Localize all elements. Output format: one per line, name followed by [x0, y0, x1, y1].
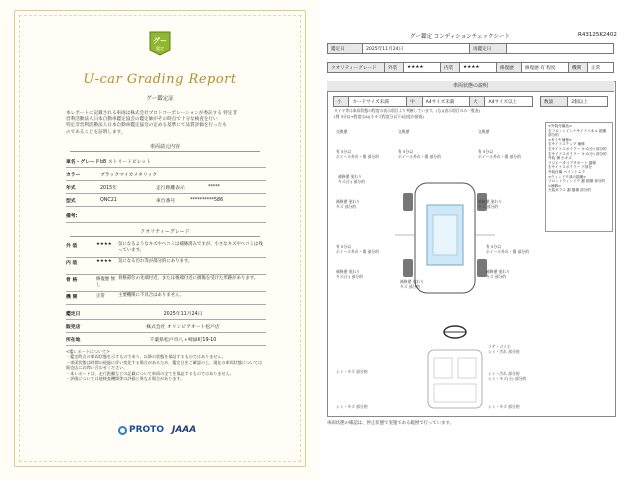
part-label: 補修歴 塗れり キズ 部分的	[336, 199, 360, 209]
size-legend-cell: カードサイズ未満	[349, 97, 407, 107]
interior-diagram	[420, 318, 490, 413]
sheet-title: グー鑑定 コンディションチェックシート	[410, 34, 511, 40]
jaaa-logo: JAAA	[171, 425, 197, 435]
grade-value: 正常	[96, 294, 105, 299]
proto-logo-text: PROTO	[129, 425, 164, 435]
part-label: 交換歴	[478, 129, 490, 134]
grade-description: 主要機関に不具合はありません。	[118, 293, 185, 298]
vehicle-row-value: *****	[208, 185, 220, 190]
size-legend-cell: A4サイズ未満	[422, 97, 469, 107]
appraisal-date-row	[66, 308, 266, 320]
vehicle-row-value: QNC21	[100, 198, 117, 203]
part-label: 有 5分以 ホイール外れ・傷 部分的	[336, 244, 379, 254]
size-legend-cell: 中	[407, 97, 422, 107]
vehicle-row	[66, 208, 266, 223]
vehicle-row-label: 型式	[66, 199, 76, 204]
interior-label: コゲ・ゴミ小 シミ・汚れ 部分的	[488, 344, 520, 354]
date-table	[327, 43, 614, 54]
repair-value: 修復歴 有 程度	[522, 63, 569, 73]
interior-label: シミ・キズ 部分的	[336, 404, 368, 409]
proto-logo	[118, 425, 164, 435]
part-label: 補修歴 塗れり キズ(小) 部分的	[336, 269, 363, 279]
grade-label: 骨 格	[66, 278, 78, 283]
side-note: フロントウィンドウ 割 損傷 部分的	[548, 179, 606, 184]
exterior-label: 外装	[385, 63, 404, 73]
side-notes	[545, 122, 613, 232]
grade-table	[327, 62, 614, 73]
date-value: 2025年11月24日	[163, 312, 203, 317]
certificate-title: グー鑑定証	[146, 96, 174, 102]
part-label: 交換歴	[336, 129, 348, 134]
address-row	[66, 334, 266, 346]
grade-label: 外 装	[66, 244, 78, 249]
recheck-label: 再鑑定日	[470, 44, 507, 54]
vehicle-row-value: ブラックマイカメタリック	[100, 173, 158, 178]
part-label: 補修歴 塗れり キズ 部分的	[478, 199, 502, 209]
part-label: 交換歴	[398, 129, 410, 134]
vehicle-row-value: bB ストリートビレット	[100, 160, 151, 165]
shop-value: 株式会社 オリンピアオート松戸店	[146, 325, 220, 330]
intro-line: のであることを証明します。	[66, 129, 126, 135]
vehicle-section-title: 車両請元内容	[70, 143, 260, 152]
vehicle-row-label: 年式	[66, 186, 76, 191]
side-note: <外装付属品>	[548, 124, 572, 128]
grade-table-label: クオリティーグレード	[328, 63, 385, 73]
side-note: 右サイドスポイラー 下部分	[548, 165, 592, 170]
part-label: 有 5分以 ホイール外れ・傷 部分的	[398, 149, 441, 159]
vehicle-row-value: **********586	[190, 198, 224, 203]
report-notes	[66, 349, 266, 381]
interior-value: ★★★★	[460, 63, 497, 73]
side-note: 右サイドスポイラー キズ(小) 部分的	[548, 146, 607, 151]
intro-line: 本レポートに記載される車両は株式会社プロトコーポレーションが委託する 特定非	[66, 111, 238, 116]
note-item: ・本レポートは、走行距離などの記載について車両の全てを保証するものではありません。	[66, 370, 235, 376]
quality-section-title: クオリティーグレード	[70, 228, 260, 237]
diagram-title: 車両状態の説明	[327, 81, 614, 92]
part-label: 補修歴 塗れり キズ 部分的	[400, 279, 424, 289]
interior-label: 内装	[441, 63, 460, 73]
legend-note: タイヤ等は車両状態の程度の表示項目より判断しています。(な)(表示項目のみ一覧表)	[334, 108, 481, 113]
grade-value: 修復歴 無し	[96, 277, 115, 288]
interior-label: シミ・キズ 部分的	[488, 404, 520, 409]
logos	[118, 425, 228, 435]
vehicle-row-label: カラー	[66, 173, 81, 178]
shop-label: 販売店	[66, 325, 81, 330]
repair-label: 修復歴	[497, 63, 522, 73]
address-label: 所在地	[66, 338, 81, 343]
part-label: 補修歴 塗れり キズ(小) 部分的	[338, 174, 365, 184]
grade-row-exterior	[66, 241, 266, 258]
part-label: 有 5分以 ホイール外れ・傷 部分的	[336, 149, 379, 159]
vehicle-row-label: 車名・グレード	[66, 160, 100, 165]
part-label: 有 5分以 ホイール外れ・傷 部分的	[478, 149, 521, 159]
part-label: 補修歴 塗れり キズ 部分的	[486, 269, 510, 279]
grade-label: 内 装	[66, 261, 78, 266]
svg-text:鑑定: 鑑定	[156, 46, 164, 51]
date-label: 鑑定日	[328, 44, 363, 54]
date-value: 2025年11月24日	[363, 44, 470, 54]
count-legend-cell: 数量	[541, 97, 568, 107]
note-item: ・鑑定時点の車両状態を示すものであり、以降の状態を保証するものではありません。	[66, 354, 226, 360]
side-note: 部分的	[548, 133, 559, 138]
address-value: 千葉県松戸市八ヶ崎緑町19-10	[149, 338, 217, 343]
vehicle-row-label: 備考:	[66, 213, 78, 219]
legend-note: (例 3分以→程度はA)(小キズ程度分以下3品度が最低)	[334, 114, 424, 119]
sheet-footnote: 車両状態の確認は、停止状態で実施である範囲で行っています。	[327, 421, 454, 426]
interior-label: シミ・キズ 部分的	[336, 369, 368, 374]
note-item: ・評価については他検査機関等の評価と異なる場合があります。	[66, 376, 185, 382]
grade-stars: ★★★★	[96, 242, 112, 247]
size-legend-cell: A4サイズ以上	[485, 97, 533, 107]
side-note: ラジエータコアサポート 損傷	[548, 160, 596, 165]
vehicle-row-label: 走行距離表示	[156, 186, 185, 191]
date-label: 鑑定日	[66, 312, 81, 317]
grade-row-interior	[66, 258, 266, 275]
interior-label: シミ・汚れ 部分的 シミ・キズ(小) 部分的	[488, 371, 527, 381]
side-note: 外装 傷 小キズ	[548, 156, 572, 161]
grade-description: 骨格部位の先端付近、または後端付近に損傷を受けた形跡があります。	[118, 276, 259, 281]
grade-description: 気になるようなキズやヘコミは補修済みですが、小さなキズやヘコミは残っています。	[118, 242, 263, 253]
vehicle-row	[66, 156, 266, 168]
grade-description: 気になる汚れ等が部分的にあります。	[118, 259, 193, 264]
count-legend	[540, 96, 608, 107]
grade-stars: ★★★★	[96, 259, 112, 264]
svg-text:グー: グー	[153, 37, 167, 45]
note-item: ・車両状態は時間の経過に伴い変化する場合があるため、鑑定日をご確認の上、現在の車両状態については販売店にお問い合わせください。	[66, 359, 263, 371]
vehicle-row-value: 2015年	[100, 186, 118, 191]
side-note: 右サイドスポイラー キズ(小) 部分的	[548, 151, 607, 156]
side-note: <ウィンドウ部の損傷>	[548, 174, 587, 179]
intro-line: 営利活動法人日本自動車鑑定協会の鑑定師がその時点で十分な検査を行い	[66, 117, 218, 123]
engine-label: 機関	[569, 63, 588, 73]
goo-badge-icon	[147, 30, 173, 56]
intro-text	[66, 111, 266, 136]
recheck-value	[507, 44, 614, 54]
part-label: 有 5分以 ホイール外れ・傷 部分的	[486, 244, 529, 254]
intro-line: 特定非営利活動法人日本自動車鑑定協会の定める基準にて品質評価を行ったも	[66, 123, 227, 129]
report-title: U-car Grading Report	[83, 72, 237, 87]
side-note: 外装付属 ペイントムラ	[548, 169, 586, 174]
side-note: 右フロントインナサイドパネル 損傷	[548, 128, 607, 133]
vehicle-row	[66, 169, 266, 181]
grade-label: 機 関	[66, 295, 78, 300]
exterior-value: ★★★★	[404, 63, 441, 73]
side-note: <補修>	[548, 183, 562, 188]
vehicle-row	[66, 195, 266, 207]
notes-title: <鑑レポートについて>	[66, 349, 110, 354]
size-legend	[333, 96, 533, 107]
side-note: 右サイドステップ 補修	[548, 142, 585, 147]
size-legend-cell: 大	[470, 97, 485, 107]
size-legend-cell: 小	[334, 97, 349, 107]
sheet-id: R43125K2402	[578, 32, 617, 38]
grade-row-engine	[66, 292, 266, 305]
shop-row	[66, 321, 266, 333]
proto-circle-icon	[118, 426, 127, 435]
side-note: 天装ガラス 割 損傷 部分的	[548, 188, 591, 193]
engine-value: 正常	[588, 63, 614, 73]
count-legend-cell: 2個以上	[568, 97, 608, 107]
grade-row-frame	[66, 275, 266, 292]
vehicle-row	[66, 182, 266, 194]
side-note: <タイヤ補修>	[548, 137, 572, 142]
vehicle-row-label: 車台番号	[156, 199, 176, 204]
